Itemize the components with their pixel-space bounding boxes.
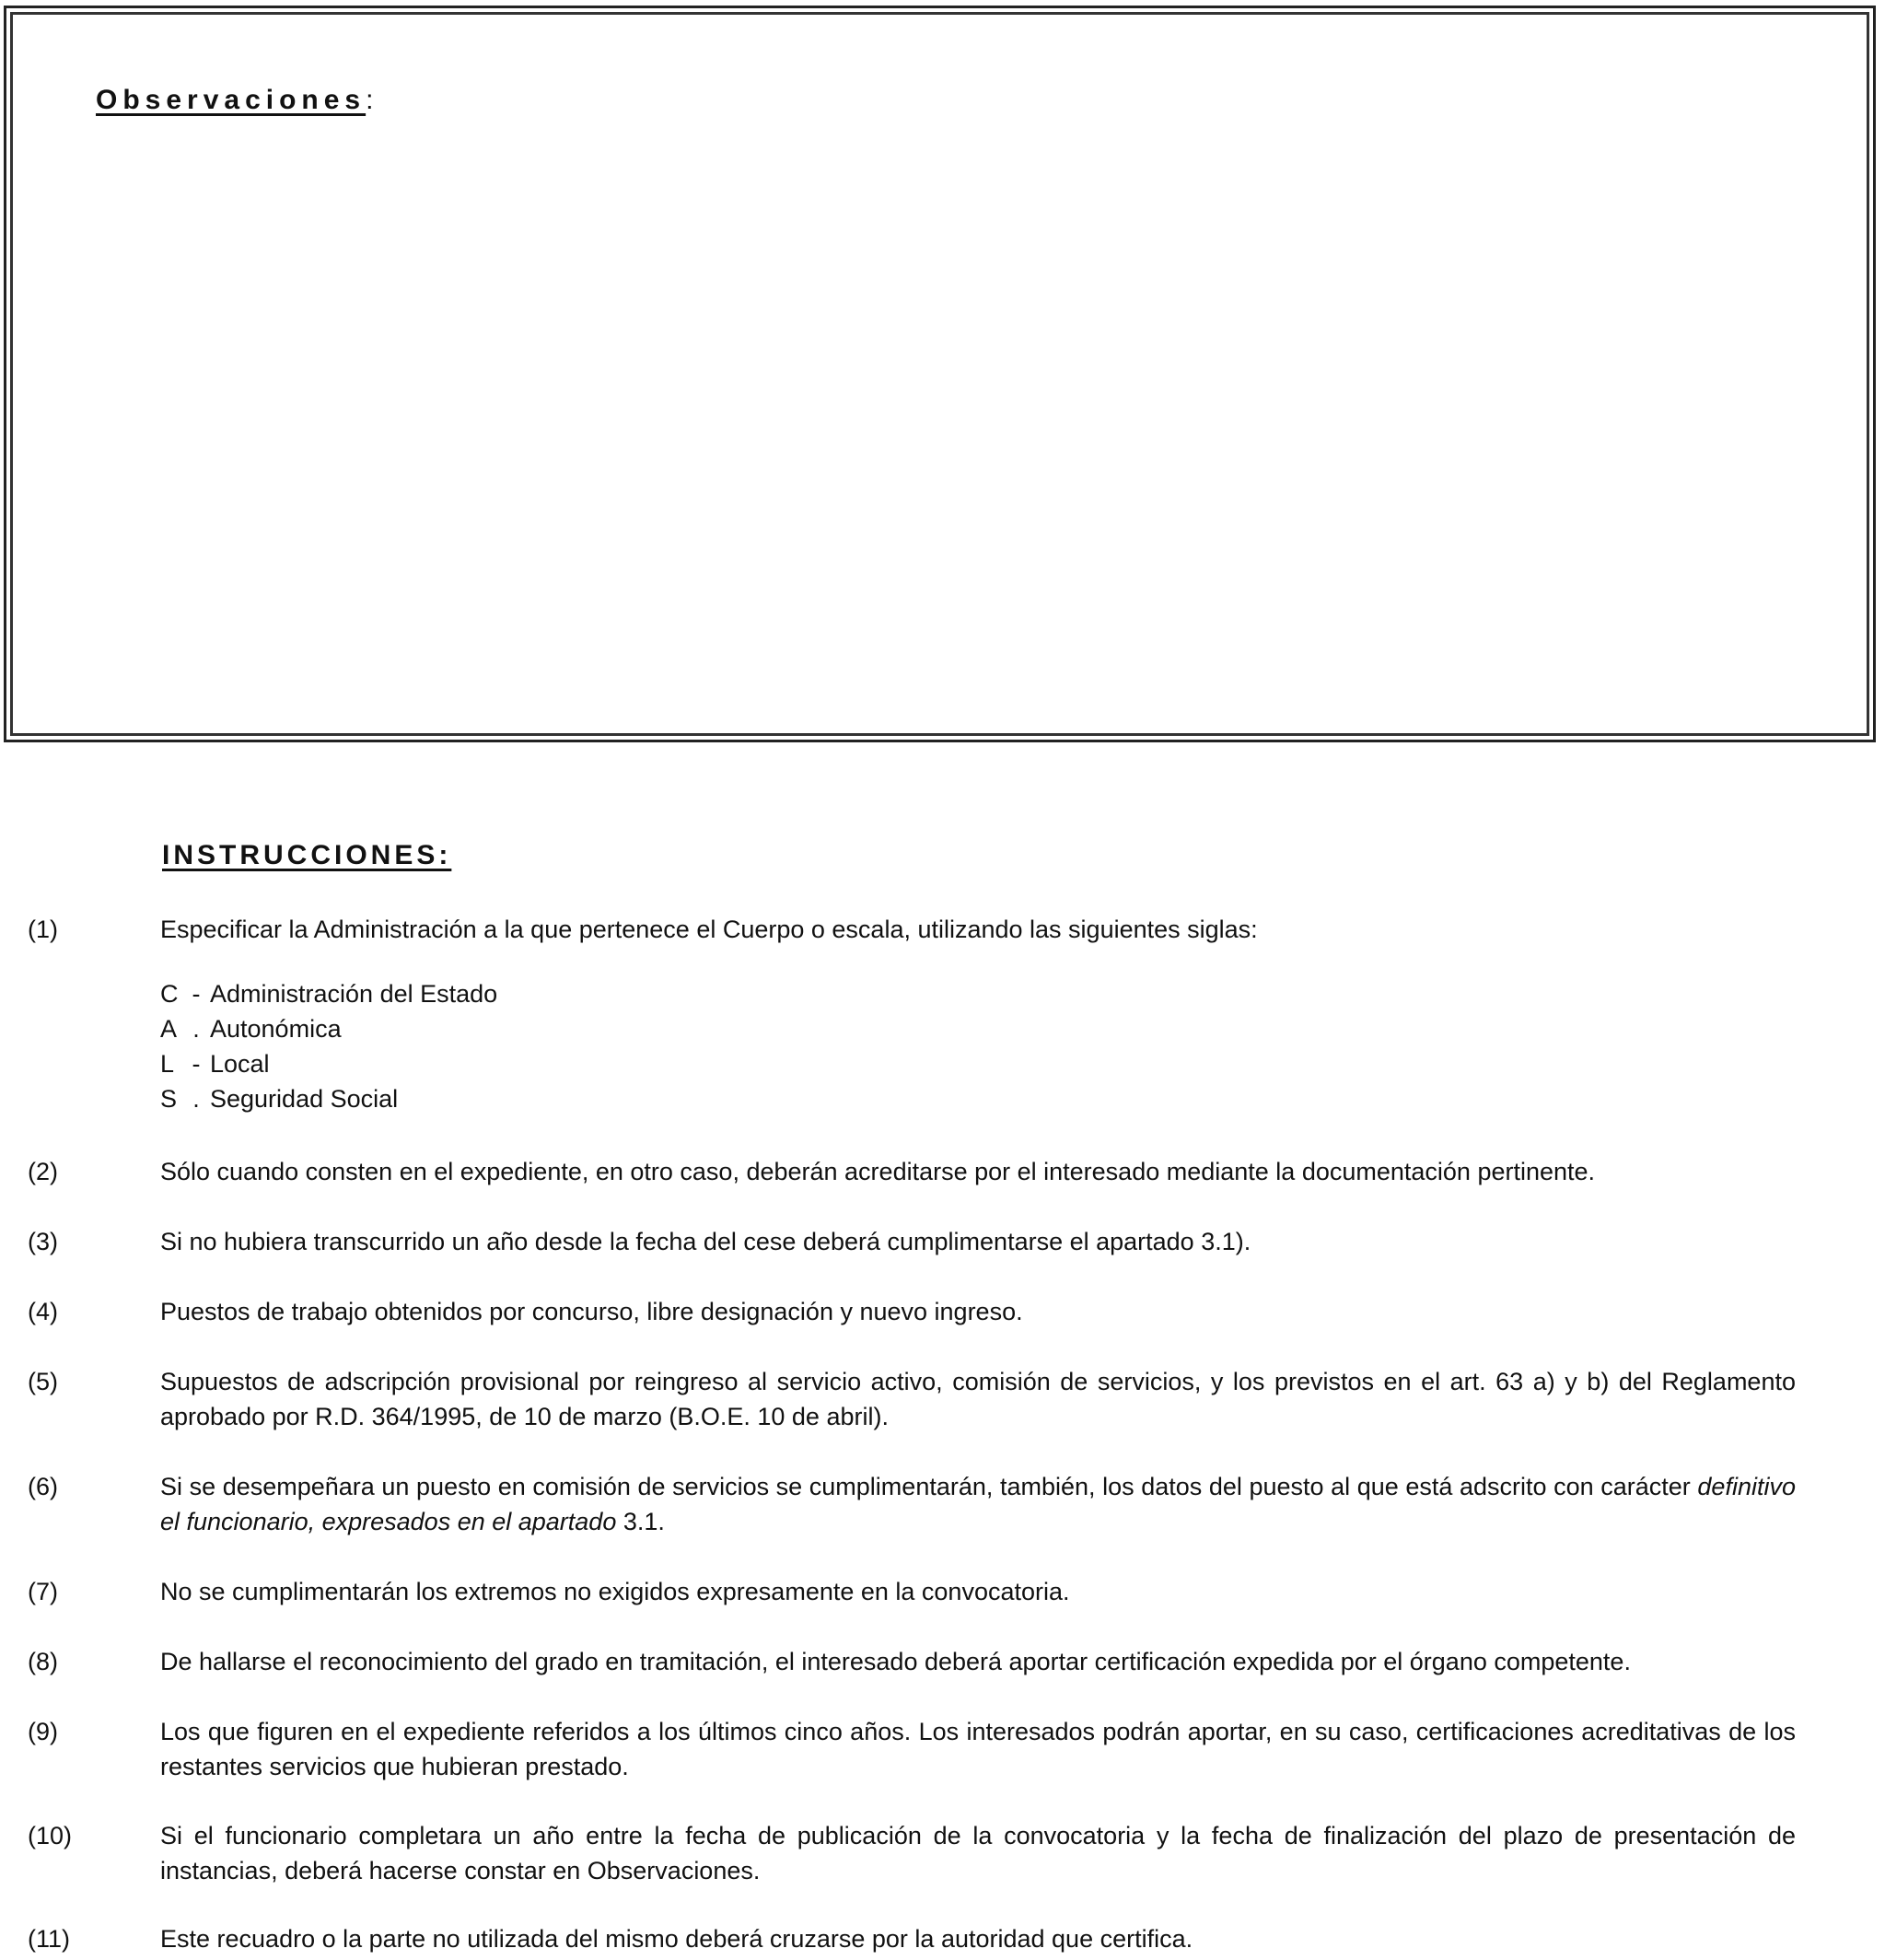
instruction-number: (2) xyxy=(28,1158,58,1185)
sigla-item xyxy=(160,1081,497,1116)
instruction-number: (5) xyxy=(28,1368,58,1395)
instruction-item-4 xyxy=(28,1294,1796,1329)
sigla-code: S xyxy=(160,1085,178,1113)
instruction-item-7 xyxy=(28,1574,1796,1609)
instruction-number: (8) xyxy=(28,1648,58,1675)
instruction-text-regular: Si se desempeñara un puesto en comisión de servicios se cumplimentarán, también, los datos del puesto al que está adscrito con carácter xyxy=(160,1473,1691,1500)
instruction-item-11 xyxy=(28,1921,1796,1956)
instruction-number: (11) xyxy=(28,1925,71,1953)
instruction-text: Si no hubiera transcurrido un año desde la fecha del cese deberá cumplimentarse el apartado 3.1). xyxy=(160,1228,1251,1255)
instruction-text: Supuestos de adscripción provisional por reingreso al servicio activo, comisión de servicios, y los previstos en el art. 63 a) y b) del Reglamento aprobado por R.D. 364/1995, de 10 de marzo (B.O.E. 10 de abril). xyxy=(160,1368,1796,1430)
instruction-item-2 xyxy=(28,1154,1796,1189)
sigla-item xyxy=(160,976,497,1011)
sigla-separator: - xyxy=(192,980,201,1008)
instruction-number: (4) xyxy=(28,1298,58,1325)
instruction-text-end: 3.1. xyxy=(623,1508,665,1535)
instruction-text: No se cumplimentarán los extremos no exigidos expresamente en la convocatoria. xyxy=(160,1578,1070,1605)
instruction-text: Especificar la Administración a la que pertenece el Cuerpo o escala, utilizando las siguientes siglas: xyxy=(160,916,1258,943)
sigla-label: Administración del Estado xyxy=(210,980,498,1008)
sigla-separator: - xyxy=(192,1050,201,1078)
instruction-text: Sólo cuando consten en el expediente, en otro caso, deberán acreditarse por el interesado mediante la documentación pertinente. xyxy=(160,1158,1596,1185)
sigla-separator: . xyxy=(192,1015,200,1043)
instruction-number: (9) xyxy=(28,1718,58,1745)
sigla-code: L xyxy=(160,1050,175,1078)
instruction-text: De hallarse el reconocimiento del grado en tramitación, el interesado deberá aportar certificación expedida por el órgano competente. xyxy=(160,1648,1631,1675)
instruction-text: Los que figuren en el expediente referidos a los últimos cinco años. Los interesados podrán aportar, en su caso, certificaciones acreditativas de los restantes servicios que hubieran prestado. xyxy=(160,1718,1796,1780)
instruction-text: Si el funcionario completara un año entre la fecha de publicación de la convocatoria y la fecha de finalización del plazo de presentación de instancias, deberá hacerse constar en Observaciones. xyxy=(160,1822,1796,1884)
observaciones-colon: : xyxy=(366,85,379,115)
sigla-code: A xyxy=(160,1015,178,1043)
instruction-item-1 xyxy=(28,912,1796,947)
observaciones-heading: Observaciones: xyxy=(96,85,379,115)
instruction-text: Este recuadro o la parte no utilizada del mismo deberá cruzarse por la autoridad que certifica. xyxy=(160,1925,1193,1953)
sigla-label: Local xyxy=(210,1050,270,1078)
sigla-separator: . xyxy=(192,1085,200,1113)
instruction-number: (6) xyxy=(28,1473,58,1500)
sigla-code: C xyxy=(160,980,179,1008)
instruction-item-9 xyxy=(28,1714,1796,1784)
instruction-text-italic: definitivo el funcionario, expresados en el apartado xyxy=(160,1473,1796,1535)
instruction-item-10 xyxy=(28,1818,1796,1888)
instruction-text xyxy=(160,1469,1796,1539)
instruction-text: Puestos de trabajo obtenidos por concurso, libre designación y nuevo ingreso. xyxy=(160,1298,1023,1325)
instruction-item-8 xyxy=(28,1644,1796,1679)
sigla-label: Seguridad Social xyxy=(210,1085,399,1113)
instrucciones-heading: INSTRUCCIONES: xyxy=(162,840,452,870)
instruction-number: (3) xyxy=(28,1228,58,1255)
siglas-list xyxy=(160,976,497,1116)
sigla-item xyxy=(160,1011,497,1046)
instruction-item-3 xyxy=(28,1224,1796,1259)
instruction-number: (10) xyxy=(28,1822,73,1849)
sigla-item xyxy=(160,1046,497,1081)
instruction-item-6 xyxy=(28,1469,1796,1539)
sigla-label: Autonómica xyxy=(210,1015,342,1043)
instruction-number: (7) xyxy=(28,1578,58,1605)
observaciones-box xyxy=(4,6,1876,742)
instruction-number: (1) xyxy=(28,916,58,943)
instruction-item-5 xyxy=(28,1364,1796,1434)
